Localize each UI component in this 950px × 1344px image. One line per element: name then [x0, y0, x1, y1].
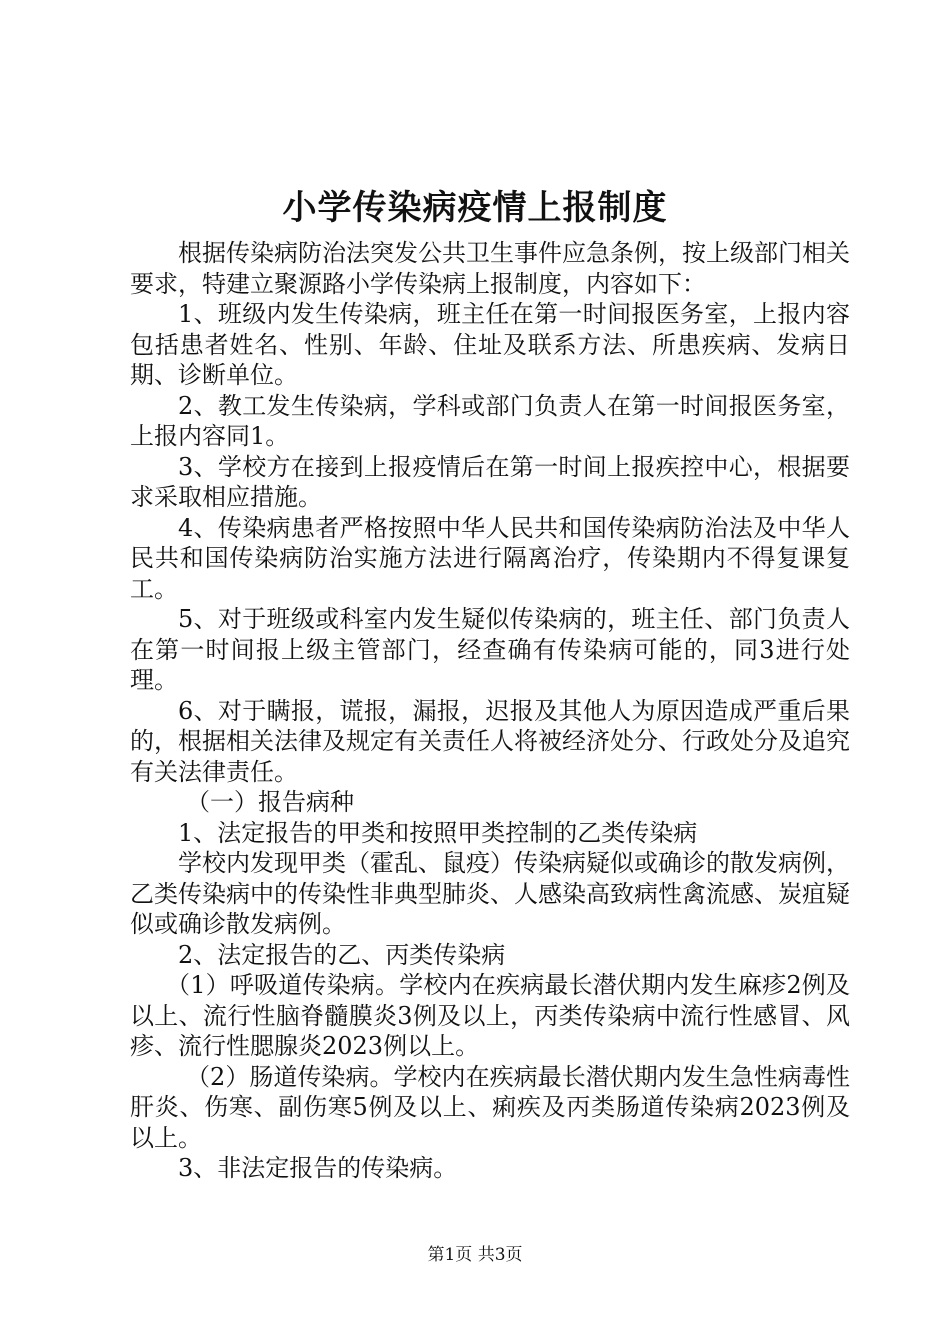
subsection-heading-non-statutory: 3、非法定报告的传染病。 [178, 1154, 458, 1182]
section-heading-report-diseases: （一）报告病种 [186, 788, 354, 816]
rule-paragraph-1: 1、班级内发生传染病，班主任在第一时间报医务室，上报内容包括患者姓名、性别、年龄、住址及联系方法、所患疾病、发病日期、诊断单位。 [130, 300, 850, 389]
class-a-paragraph: 学校内发现甲类（霍乱、鼠疫）传染病疑似或确诊的散发病例，乙类传染病中的传染性非典型肺炎、人感染高致病性禽流感、炭疽疑似或确诊散发病例。 [130, 849, 850, 938]
rule-paragraph-5: 5、对于班级或科室内发生疑似传染病的，班主任、部门负责人在第一时间报上级主管部门，经查确有传染病可能的，同3进行处理。 [130, 605, 850, 694]
subsection-heading-class-b-c: 2、法定报告的乙、丙类传染病 [178, 940, 506, 969]
page-title: 小学传染病疫情上报制度 [282, 188, 668, 228]
respiratory-paragraph: （1）呼吸道传染病。学校内在疾病最长潜伏期内发生麻疹2例及以上、流行性脑脊髓膜炎3例及以上，丙类传染病中流行性感冒、风疹、流行性腮腺炎2023例以上。 [130, 971, 850, 1060]
subsection-heading-class-a: 1、法定报告的甲类和按照甲类控制的乙类传染病 [178, 818, 698, 847]
rule-paragraph-2: 2、教工发生传染病，学科或部门负责人在第一时间报医务室，上报内容同1。 [130, 391, 850, 450]
rule-paragraph-3: 3、学校方在接到上报疫情后在第一时间上报疾控中心，根据要求采取相应措施。 [130, 452, 850, 511]
rule-paragraph-4: 4、传染病患者严格按照中华人民共和国传染病防治法及中华人民共和国传染病防治实施方法进行隔离治疗，传染期内不得复课复工。 [130, 513, 850, 603]
intestinal-paragraph: （2）肠道传染病。学校内在疾病最长潜伏期内发生急性病毒性肝炎、伤寒、副伤寒5例及以上、痢疾及丙类肠道传染病2023例及以上。 [130, 1062, 850, 1152]
intro-paragraph: 根据传染病防治法突发公共卫生事件应急条例，按上级部门相关要求，特建立聚源路小学传染病上报制度，内容如下： [130, 239, 850, 298]
document-body [130, 238, 850, 1184]
rule-paragraph-6: 6、对于瞒报，谎报，漏报，迟报及其他人为原因造成严重后果的，根据相关法律及规定有关责任人将被经济处分、行政处分及追究有关法律责任。 [130, 696, 850, 786]
page-footer: 第1页 共3页 [427, 1245, 523, 1265]
